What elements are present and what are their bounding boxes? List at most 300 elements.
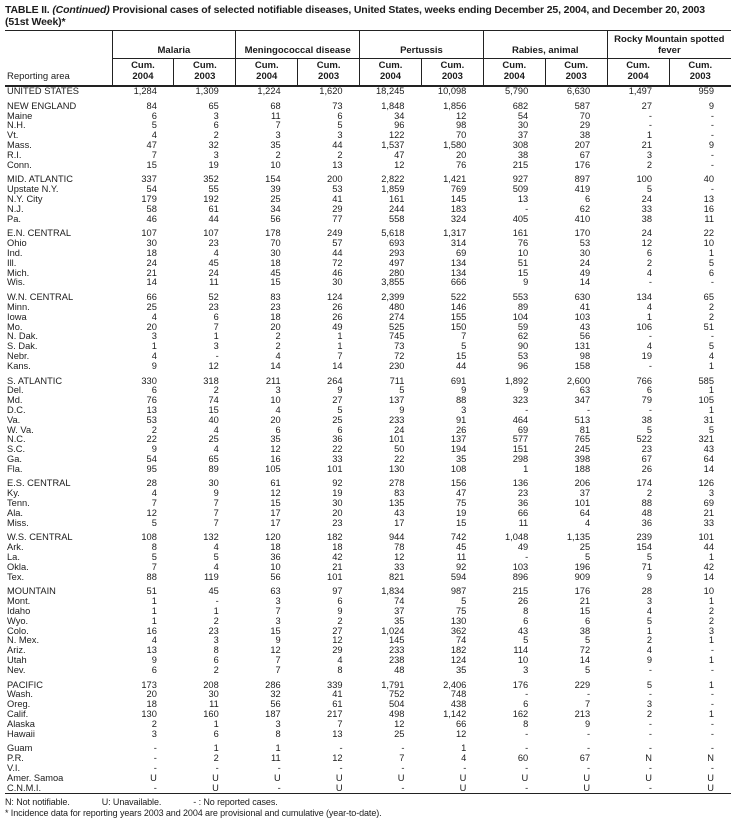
value-cell: 249 (327, 228, 343, 239)
value-cell: 4 (646, 267, 653, 278)
value-cell: - (648, 664, 653, 675)
value-cell: 3 (275, 718, 281, 729)
value-cell: 245 (574, 444, 591, 455)
value-cell: 65 (208, 100, 219, 111)
value-cell: 1,309 (195, 86, 219, 96)
value-cell: 106 (636, 321, 653, 332)
value-cell: 38 (517, 149, 529, 160)
value-cell: 8 (213, 645, 219, 656)
value-cell: 1 (151, 341, 157, 352)
value-cell: - (153, 753, 157, 764)
value-cell: 119 (203, 571, 219, 582)
reporting-area-cell: W.S. CENTRAL (7, 532, 73, 543)
value-cell: 2 (275, 341, 281, 352)
value-cell: 11 (271, 753, 281, 764)
value-cell: U (212, 772, 219, 783)
value-cell: U (521, 772, 529, 783)
value-cell: 4 (275, 350, 281, 361)
value-cell: - (525, 404, 529, 415)
reporting-area-cell: Md. (7, 395, 23, 406)
value-cell: 4 (646, 645, 653, 656)
value-cell: 1,892 (504, 375, 529, 386)
value-cell: 498 (388, 709, 405, 720)
value-cell: 107 (203, 228, 219, 239)
value-cell: - (525, 552, 529, 563)
value-cell: 5 (646, 424, 653, 435)
reporting-area-cell: Wis. (7, 277, 26, 288)
value-cell: 5 (461, 341, 467, 352)
value-cell: 25 (208, 434, 219, 445)
value-cell: 9 (584, 718, 591, 729)
value-cell: 26 (641, 463, 653, 474)
value-cell: 28 (146, 478, 157, 489)
value-cell: 748 (450, 689, 467, 700)
value-cell: 122 (388, 130, 405, 141)
value-cell: 15 (517, 267, 529, 278)
value-cell: - (648, 404, 653, 415)
value-cell: 7 (337, 350, 343, 361)
value-cell: 17 (394, 517, 405, 528)
value-cell: 769 (450, 184, 467, 195)
value-cell: 9 (151, 444, 157, 455)
value-cell: 19 (641, 350, 653, 361)
value-cell: 33 (703, 517, 714, 528)
value-cell: 3 (151, 331, 157, 342)
value-cell: 42 (703, 561, 714, 572)
reporting-area-cell: Kans. (7, 360, 31, 371)
value-cell: 5 (213, 552, 219, 563)
value-cell: 1 (151, 596, 157, 607)
value-cell: 1 (646, 130, 653, 141)
value-cell: 585 (698, 375, 714, 386)
reporting-area-cell: Okla. (7, 561, 29, 572)
value-cell: 239 (636, 532, 653, 543)
value-cell: 18 (146, 247, 157, 258)
title-prefix: TABLE II. (5, 4, 53, 16)
value-cell: - (215, 596, 219, 607)
reporting-area-cell: NEW ENGLAND (7, 100, 77, 111)
table-row (5, 700, 731, 710)
group-header-malaria: Malaria (112, 31, 236, 59)
value-cell: 25 (270, 193, 281, 204)
value-cell: 23 (208, 625, 219, 636)
value-cell: 136 (512, 478, 529, 489)
subheader-cum-2003: Cum. 2003 (421, 59, 483, 87)
value-cell: 352 (203, 174, 219, 185)
value-cell: 156 (450, 478, 467, 489)
value-cell: 12 (270, 488, 281, 499)
value-cell: 96 (517, 360, 529, 371)
reporting-area-cell: W. Va. (7, 424, 34, 435)
reporting-area-cell: N. Mex. (7, 635, 40, 646)
value-cell: 48 (641, 507, 653, 518)
footnotes (5, 797, 731, 819)
value-cell: 2 (275, 331, 281, 342)
value-cell: 5 (584, 664, 591, 675)
value-cell: 24 (146, 257, 157, 268)
value-cell: 1 (708, 596, 714, 607)
value-cell: 43 (579, 321, 591, 332)
value-cell: - (710, 277, 714, 288)
value-cell: 155 (450, 311, 467, 322)
value-cell: 63 (270, 586, 281, 597)
value-cell: 10 (270, 561, 281, 572)
value-cell: 9 (708, 139, 714, 150)
value-cell: 90 (517, 341, 529, 352)
reporting-area-cell: Wyo. (7, 615, 29, 626)
reporting-area-cell: Calif. (7, 709, 29, 720)
value-cell: 6 (337, 596, 343, 607)
value-cell: 1,024 (381, 625, 405, 636)
value-cell: 120 (265, 532, 281, 543)
value-cell: 5 (708, 257, 714, 268)
value-cell: 5 (646, 184, 653, 195)
footnote-dash: - : No reported cases. (193, 797, 278, 808)
value-cell: 173 (141, 679, 157, 690)
value-cell: 230 (388, 360, 405, 371)
value-cell: 13 (703, 193, 714, 204)
table-row (5, 573, 731, 583)
value-cell: 1,284 (133, 86, 157, 96)
value-cell: 1 (337, 341, 343, 352)
value-cell: 10 (270, 395, 281, 406)
value-cell: 67 (579, 753, 591, 764)
reporting-area-cell: Amer. Samoa (7, 772, 64, 783)
value-cell: - (710, 645, 714, 656)
value-cell: 410 (574, 213, 591, 224)
value-cell: 36 (517, 498, 529, 509)
reporting-area-cell: MOUNTAIN (7, 586, 56, 597)
value-cell: 4 (213, 444, 219, 455)
value-cell: 6 (523, 699, 529, 710)
value-cell: 51 (146, 586, 157, 597)
value-cell: 7 (213, 321, 219, 332)
value-cell: 145 (388, 635, 405, 646)
value-cell: 8 (523, 606, 529, 617)
reporting-area-cell: Wash. (7, 689, 34, 700)
value-cell: 7 (399, 753, 405, 764)
value-cell: 5 (151, 552, 157, 563)
table-row (5, 313, 731, 323)
value-cell: 927 (512, 174, 529, 185)
value-cell: 12 (270, 444, 281, 455)
value-cell: 4 (151, 130, 157, 141)
value-cell: 25 (579, 542, 591, 553)
value-cell: 337 (141, 174, 157, 185)
table-row (5, 681, 731, 691)
value-cell: 70 (270, 238, 281, 249)
value-cell: 70 (579, 110, 591, 121)
reporting-area-cell: MID. ATLANTIC (7, 174, 73, 185)
value-cell: 31 (703, 414, 714, 425)
value-cell: - (710, 149, 714, 160)
subheader-cum-2004: Cum. 2004 (236, 59, 298, 87)
reporting-area-cell: Mo. (7, 321, 23, 332)
value-cell: 2 (213, 385, 219, 396)
value-cell: 21 (332, 561, 343, 572)
value-cell: 693 (388, 238, 405, 249)
value-cell: 17 (270, 507, 281, 518)
value-cell: - (648, 763, 653, 773)
table-row (5, 587, 731, 597)
table-row (5, 205, 731, 215)
value-cell: 20 (146, 689, 157, 700)
reporting-area-cell: Mich. (7, 267, 30, 278)
value-cell: 553 (512, 292, 529, 303)
value-cell: 15 (270, 277, 281, 288)
subheader-cum-2003: Cum. 2003 (545, 59, 607, 87)
table-row (5, 102, 731, 112)
reporting-area-cell: E.N. CENTRAL (7, 228, 72, 239)
value-cell: 33 (394, 561, 405, 572)
value-cell: 10 (517, 655, 529, 666)
value-cell: 45 (208, 586, 219, 597)
table-body (5, 86, 731, 794)
reporting-area-cell: N.C. (7, 434, 26, 445)
value-cell: 14 (332, 360, 343, 371)
value-cell: 24 (394, 424, 405, 435)
value-cell: 96 (394, 120, 405, 131)
value-cell: 77 (332, 213, 343, 224)
table-row (5, 617, 731, 627)
subheader-cum-2004: Cum. 2004 (360, 59, 422, 87)
subheader-cum-2003: Cum. 2003 (298, 59, 360, 87)
value-cell: 207 (574, 139, 591, 150)
value-cell: 4 (646, 341, 653, 352)
value-cell: 2 (646, 159, 653, 170)
value-cell: - (587, 728, 591, 739)
value-cell: 5 (708, 341, 714, 352)
reporting-area-cell: S.C. (7, 444, 26, 455)
value-cell: 5 (337, 404, 343, 415)
value-cell: 1,142 (443, 709, 467, 720)
value-cell: 33 (332, 453, 343, 464)
value-cell: - (587, 404, 591, 415)
value-cell: - (153, 763, 157, 773)
value-cell: 15 (579, 606, 591, 617)
value-cell: 81 (579, 424, 591, 435)
table-row (5, 426, 731, 436)
value-cell: 131 (574, 341, 591, 352)
value-cell: 4 (461, 753, 467, 764)
value-cell: 3 (523, 664, 529, 675)
reporting-area-cell: Ill. (7, 257, 17, 268)
value-cell: 25 (394, 728, 405, 739)
value-cell: 6 (708, 267, 714, 278)
table-row (5, 509, 731, 519)
value-cell: 56 (270, 571, 281, 582)
group-header-rabies: Rabies, animal (483, 31, 607, 59)
value-cell: 7 (213, 507, 219, 518)
value-cell: 103 (574, 311, 591, 322)
value-cell: 9 (151, 655, 157, 666)
value-cell: 2,600 (566, 375, 591, 386)
value-cell: 206 (574, 478, 591, 489)
value-cell: 73 (332, 100, 343, 111)
value-cell: - (710, 743, 714, 754)
value-cell: 7 (275, 606, 281, 617)
value-cell: 59 (517, 321, 529, 332)
value-cell: 70 (456, 130, 467, 141)
notifiable-diseases-table (5, 30, 731, 794)
title-week: (51st Week)* (5, 16, 66, 28)
value-cell: 6 (213, 120, 219, 131)
value-cell: U (397, 772, 405, 783)
value-cell: 213 (574, 709, 591, 720)
value-cell: 187 (265, 709, 281, 720)
value-cell: 1,856 (443, 100, 467, 111)
table-row (5, 86, 731, 97)
reporting-area-cell: Idaho (7, 606, 31, 617)
value-cell: 7 (584, 699, 591, 710)
value-cell: 92 (456, 561, 467, 572)
value-cell: 98 (456, 120, 467, 131)
reporting-area-cell: Tenn. (7, 498, 30, 509)
value-cell: 752 (388, 689, 405, 700)
value-cell: 1,620 (319, 86, 343, 96)
value-cell: 51 (703, 321, 714, 332)
value-cell: 21 (146, 267, 157, 278)
table-row (5, 445, 731, 455)
reporting-area-cell: Upstate N.Y. (7, 184, 59, 195)
table-row (5, 533, 731, 543)
table-row (5, 754, 731, 764)
value-cell: 765 (574, 434, 591, 445)
subheader-cum-2003: Cum. 2003 (669, 59, 731, 87)
value-cell: 2 (337, 149, 343, 160)
value-cell: 274 (388, 311, 405, 322)
value-cell: 76 (517, 238, 529, 249)
value-cell: 682 (512, 100, 529, 111)
value-cell: 8 (151, 542, 157, 553)
value-cell: 1,317 (443, 228, 467, 239)
value-cell: 21 (579, 596, 591, 607)
value-cell: 34 (394, 110, 405, 121)
reporting-area-cell: W.N. CENTRAL (7, 292, 74, 303)
value-cell: 66 (517, 507, 529, 518)
value-cell: 83 (270, 292, 281, 303)
table-row (5, 362, 731, 372)
value-cell: 6 (275, 424, 281, 435)
value-cell: 3 (337, 130, 343, 141)
value-cell: 30 (332, 498, 343, 509)
value-cell: 29 (332, 645, 343, 656)
value-cell: 9 (646, 655, 653, 666)
table-row (5, 141, 731, 151)
table-row (5, 553, 731, 563)
value-cell: 19 (456, 507, 467, 518)
value-cell: 504 (388, 699, 405, 710)
value-cell: 154 (636, 542, 653, 553)
value-cell: 64 (579, 507, 591, 518)
table-row (5, 499, 731, 509)
value-cell: 7 (213, 498, 219, 509)
table-row (5, 406, 731, 416)
value-cell: 2,822 (381, 174, 405, 185)
value-cell: 54 (146, 184, 157, 195)
value-cell: 1 (213, 606, 219, 617)
reporting-area-cell: UNITED STATES (7, 86, 79, 96)
reporting-area-cell: Hawaii (7, 728, 35, 739)
value-cell: U (335, 772, 343, 783)
value-cell: 15 (270, 625, 281, 636)
value-cell: 4 (213, 247, 219, 258)
value-cell: 10 (517, 247, 529, 258)
value-cell: 5 (461, 596, 467, 607)
value-cell: 114 (513, 645, 529, 656)
value-cell: 46 (332, 267, 343, 278)
value-cell: 10 (703, 238, 714, 249)
value-cell: 75 (456, 606, 467, 617)
value-cell: 79 (641, 395, 653, 406)
value-cell: 194 (450, 444, 467, 455)
value-cell: 12 (641, 238, 653, 249)
value-cell: 10 (270, 159, 281, 170)
group-header-pertussis: Pertussis (360, 31, 484, 59)
value-cell: 14 (579, 277, 591, 288)
value-cell: 60 (517, 753, 529, 764)
reporting-area-cell: N.Y. City (7, 193, 43, 204)
reporting-area-cell: Tex. (7, 571, 25, 582)
value-cell: 104 (512, 311, 529, 322)
value-cell: - (525, 689, 529, 700)
table-title (5, 4, 731, 28)
value-cell: 23 (270, 301, 281, 312)
value-cell: 4 (213, 542, 219, 553)
value-cell: 39 (270, 184, 281, 195)
value-cell: 57 (332, 238, 343, 249)
value-cell: - (277, 763, 281, 773)
value-cell: - (339, 763, 343, 773)
group-header-row (5, 31, 731, 59)
value-cell: 6 (337, 424, 343, 435)
value-cell: 1 (708, 655, 714, 666)
value-cell: 38 (579, 130, 591, 141)
value-cell: 323 (512, 395, 529, 406)
value-cell: 134 (450, 267, 467, 278)
reporting-area-cell: V.I. (7, 763, 21, 773)
value-cell: 398 (574, 453, 591, 464)
value-cell: 38 (579, 625, 591, 636)
value-cell: 264 (327, 375, 343, 386)
table-row (5, 352, 731, 362)
value-cell: 7 (213, 517, 219, 528)
value-cell: 62 (579, 203, 591, 214)
value-cell: 69 (703, 498, 714, 509)
value-cell: 63 (579, 385, 591, 396)
reporting-area-cell: Mont. (7, 596, 31, 607)
subheader-cum-2004: Cum. 2004 (483, 59, 545, 87)
value-cell: 98 (579, 350, 591, 361)
value-cell: 314 (450, 238, 467, 249)
value-cell: 14 (146, 277, 157, 288)
value-cell: 298 (512, 453, 529, 464)
value-cell: 2 (708, 615, 714, 626)
value-cell: 160 (203, 709, 219, 720)
value-cell: 38 (641, 213, 653, 224)
value-cell: 15 (456, 517, 467, 528)
value-cell: 192 (203, 193, 219, 204)
value-cell: - (648, 689, 653, 700)
value-cell: 11 (271, 110, 281, 121)
value-cell: 238 (388, 655, 405, 666)
table-row (5, 185, 731, 195)
value-cell: 25 (332, 414, 343, 425)
reporting-area-cell: Colo. (7, 625, 29, 636)
value-cell: 56 (270, 213, 281, 224)
value-cell: 1 (708, 635, 714, 646)
table-row (5, 175, 731, 185)
